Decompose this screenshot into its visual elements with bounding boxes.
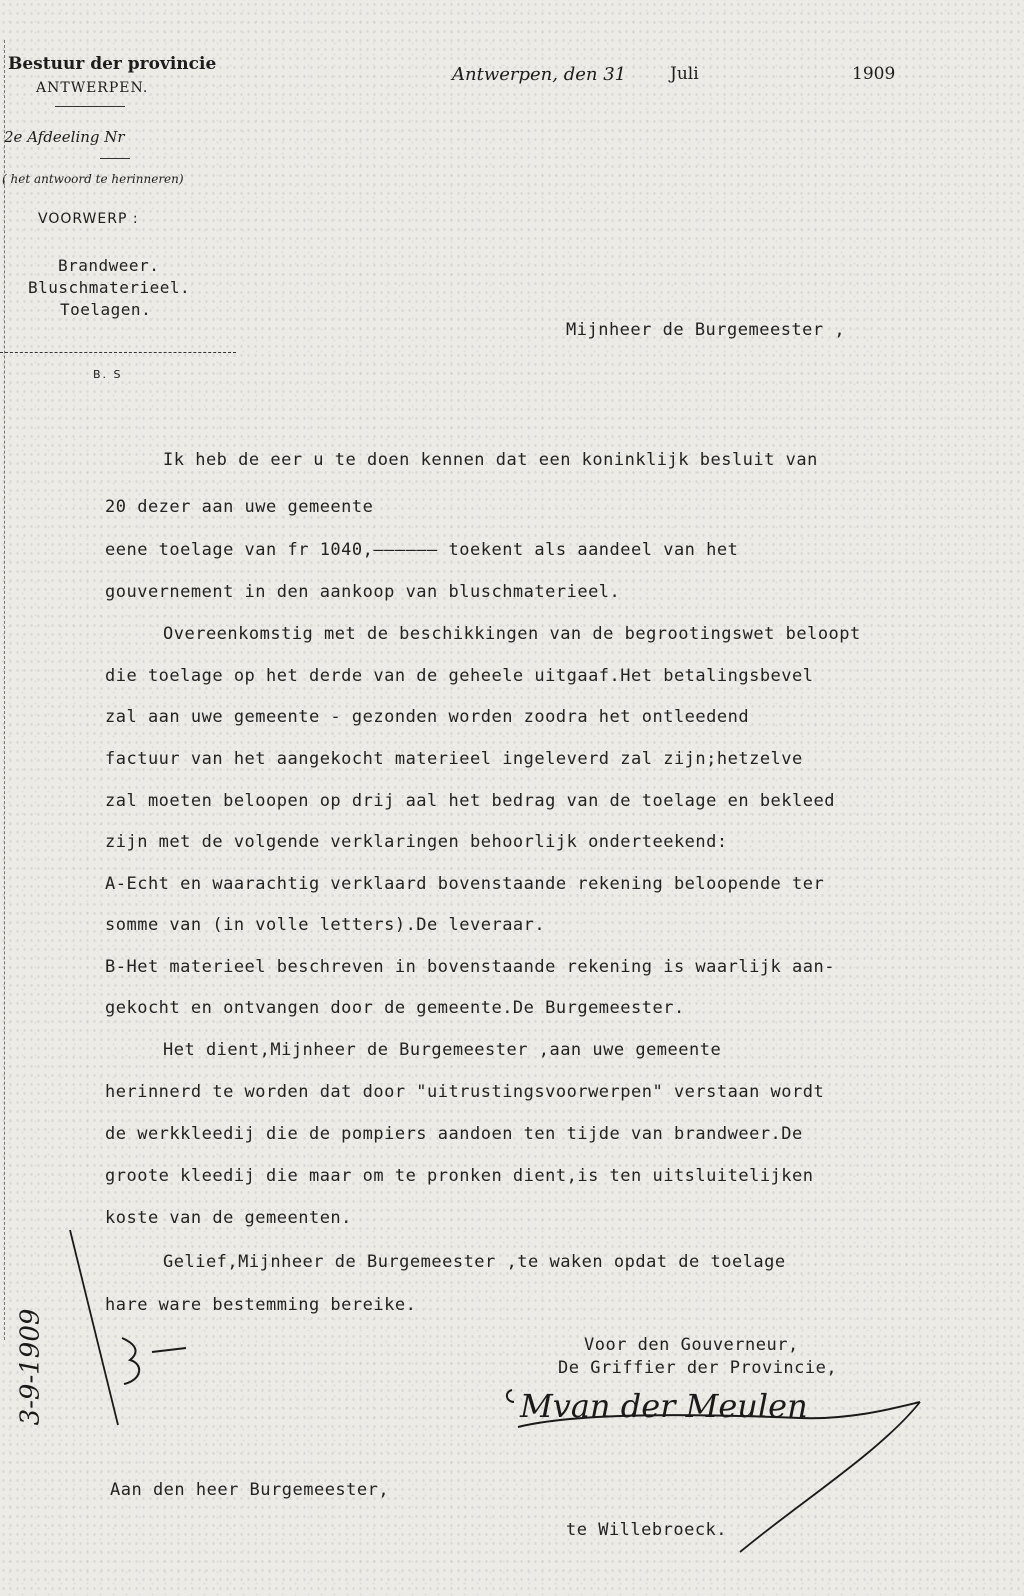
body-line: de werkkleedij die de pompiers aandoen ten tijde van brandweer.De: [105, 1124, 803, 1144]
margin-line: [4, 40, 5, 1340]
reply-note: ( het antwoord te herinneren): [2, 172, 184, 186]
body-line: groote kleedij die maar om te pronken dient,is ten uitsluitelijken: [105, 1166, 814, 1186]
body-line: gouvernement in den aankoop van bluschmaterieel.: [105, 582, 621, 602]
margin-note: 3-9-1909: [15, 1308, 46, 1426]
subject-line: Toelagen.: [60, 300, 152, 319]
body-line: Overeenkomstig met de beschikkingen van de begrootingswet beloopt: [163, 624, 861, 644]
body-line: gekocht en ontvangen door de gemeente.De Burgemeester.: [105, 998, 685, 1018]
body-line: zijn met de volgende verklaringen behoorlijk onderteekend:: [105, 832, 728, 852]
body-line: Ik heb de eer u te doen kennen dat een koninklijk besluit van: [163, 450, 818, 470]
office-province: ANTWERPEN.: [36, 80, 149, 96]
body-line: zal moeten beloopen op drij aal het bedrag van de toelage en bekleed: [105, 791, 835, 811]
date-year: 1909: [852, 64, 896, 84]
addressee-line: Aan den heer Burgemeester,: [110, 1480, 390, 1500]
department-label: 2e Afdeeling Nr: [4, 128, 125, 146]
header-rule: [55, 106, 125, 107]
date-month: Juli: [670, 64, 699, 84]
body-line: B-Het materieel beschreven in bovenstaande rekening is waarlijk aan-: [105, 957, 835, 977]
body-line: factuur van het aangekocht materieel ingeleverd zal zijn;hetzelve: [105, 749, 803, 769]
body-line: herinnerd te worden dat door "uitrustingsvoorwerpen" verstaan wordt: [105, 1082, 825, 1102]
body-line: Gelief,Mijnheer de Burgemeester ,te waken opdat de toelage: [163, 1252, 786, 1272]
body-line: Het dient,Mijnheer de Burgemeester ,aan uwe gemeente: [163, 1040, 722, 1060]
body-line: koste van de gemeenten.: [105, 1208, 352, 1228]
salutation: Mijnheer de Burgemeester ,: [566, 320, 846, 340]
closing-line: De Griffier der Provincie,: [558, 1358, 838, 1378]
initials: B. S: [93, 368, 123, 381]
office-name: Bestuur der provincie: [8, 54, 217, 74]
body-line: A-Echt en waarachtig verklaard bovenstaande rekening beloopende ter: [105, 874, 825, 894]
margin-scribble: [40, 1220, 190, 1440]
body-line: die toelage op het derde van de geheele uitgaaf.Het betalingsbevel: [105, 666, 814, 686]
body-line: hare ware bestemming bereike.: [105, 1295, 417, 1315]
subject-label: VOORWERP :: [38, 211, 139, 227]
body-line: eene toelage van fr 1040,—————— toekent als aandeel van het: [105, 540, 739, 560]
body-line: 20 dezer aan uwe gemeente: [105, 497, 374, 517]
subject-divider: [0, 352, 236, 353]
body-line: zal aan uwe gemeente - gezonden worden zoodra het ontleedend: [105, 707, 750, 727]
closing-line: Voor den Gouverneur,: [584, 1335, 799, 1355]
department-rule: [100, 158, 130, 159]
body-line: somme van (in volle letters).De leveraar.: [105, 915, 546, 935]
signature-name: Mvan der Meulen: [520, 1387, 808, 1425]
subject-line: Brandweer.: [58, 256, 160, 275]
subject-line: Bluschmaterieel.: [28, 278, 191, 297]
place-date: Antwerpen, den 31: [452, 64, 627, 85]
addressee-place: te Willebroeck.: [566, 1520, 728, 1540]
